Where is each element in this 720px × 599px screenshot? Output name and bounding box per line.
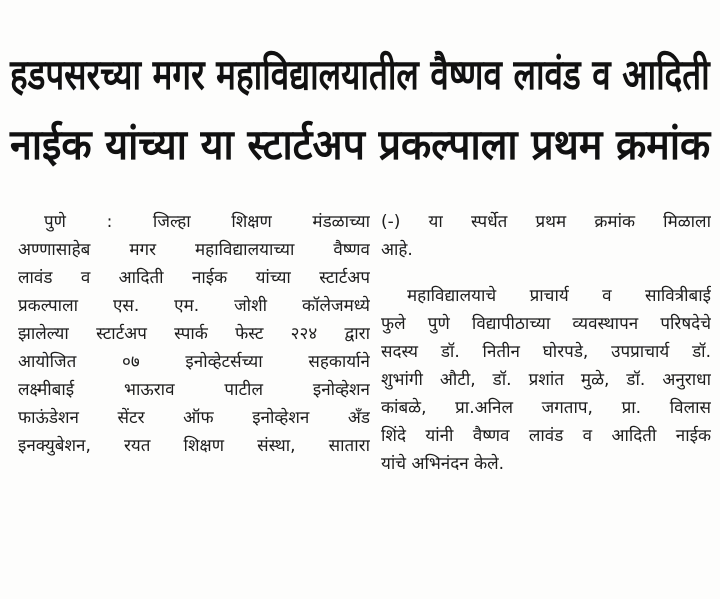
headline-line-2: नाईक यांच्या या स्टार्टअप प्रकल्पाला प्रथम क्रमांक: [10, 120, 711, 169]
body-text-line: शिंदे यांनी वैष्णव लावंड व आदिती नाईक: [381, 426, 711, 446]
body-text-line: (-) या स्पर्धेत प्रथम क्रमांक मिळाला: [381, 212, 711, 232]
body-text-line: आहे.: [381, 240, 413, 260]
paragraph-gap: [381, 264, 711, 282]
body-text-line: यांचे अभिनंदन केले.: [381, 454, 505, 474]
body-text-line: प्रकल्पाला एस. एम. जोशी कॉलेजमध्ये: [18, 296, 370, 316]
column-divider: [374, 210, 375, 510]
body-text-line: अण्णासाहेब मगर महाविद्यालयाच्या वैष्णव: [18, 240, 370, 260]
article-right-column: [381, 208, 711, 478]
body-text-line: लावंड व आदिती नाईक यांच्या स्टार्टअप: [18, 268, 370, 288]
body-text-line: सदस्य डॉ. नितीन घोरपडे, उपप्राचार्य डॉ.: [381, 342, 711, 362]
body-text-line: शुभांगी औटी, डॉ. प्रशांत मुळे, डॉ. अनुराधा: [381, 370, 711, 390]
body-text-line: फाऊंडेशन सेंटर ऑफ इनोव्हेशन अँड: [18, 408, 370, 428]
headline-line-1: हडपसरच्या मगर महाविद्यालयातील वैष्णव लावंड व आदिती: [10, 50, 710, 99]
body-text-line: महाविद्यालयाचे प्राचार्य व सावित्रीबाई: [407, 286, 711, 306]
article-left-column: [18, 208, 370, 460]
body-text-line: इनक्युबेशन, रयत शिक्षण संस्था, सातारा: [18, 436, 370, 456]
body-text-line: लक्ष्मीबाई भाऊराव पाटील इनोव्हेशन: [18, 380, 370, 400]
body-text-line: झालेल्या स्टार्टअप स्पार्क फेस्ट २२४ द्वारा: [18, 324, 370, 344]
body-text-line: फुले पुणे विद्यापीठाच्या व्यवस्थापन परिषदेचे: [381, 314, 711, 334]
body-text-line: आयोजित ०७ इनोव्हेटर्सच्या सहकार्याने: [18, 352, 370, 372]
body-text-line: कांबळे, प्रा.अनिल जगताप, प्रा. विलास: [381, 398, 711, 418]
body-text-line: पुणे : जिल्हा शिक्षण मंडळाच्या: [44, 212, 370, 232]
